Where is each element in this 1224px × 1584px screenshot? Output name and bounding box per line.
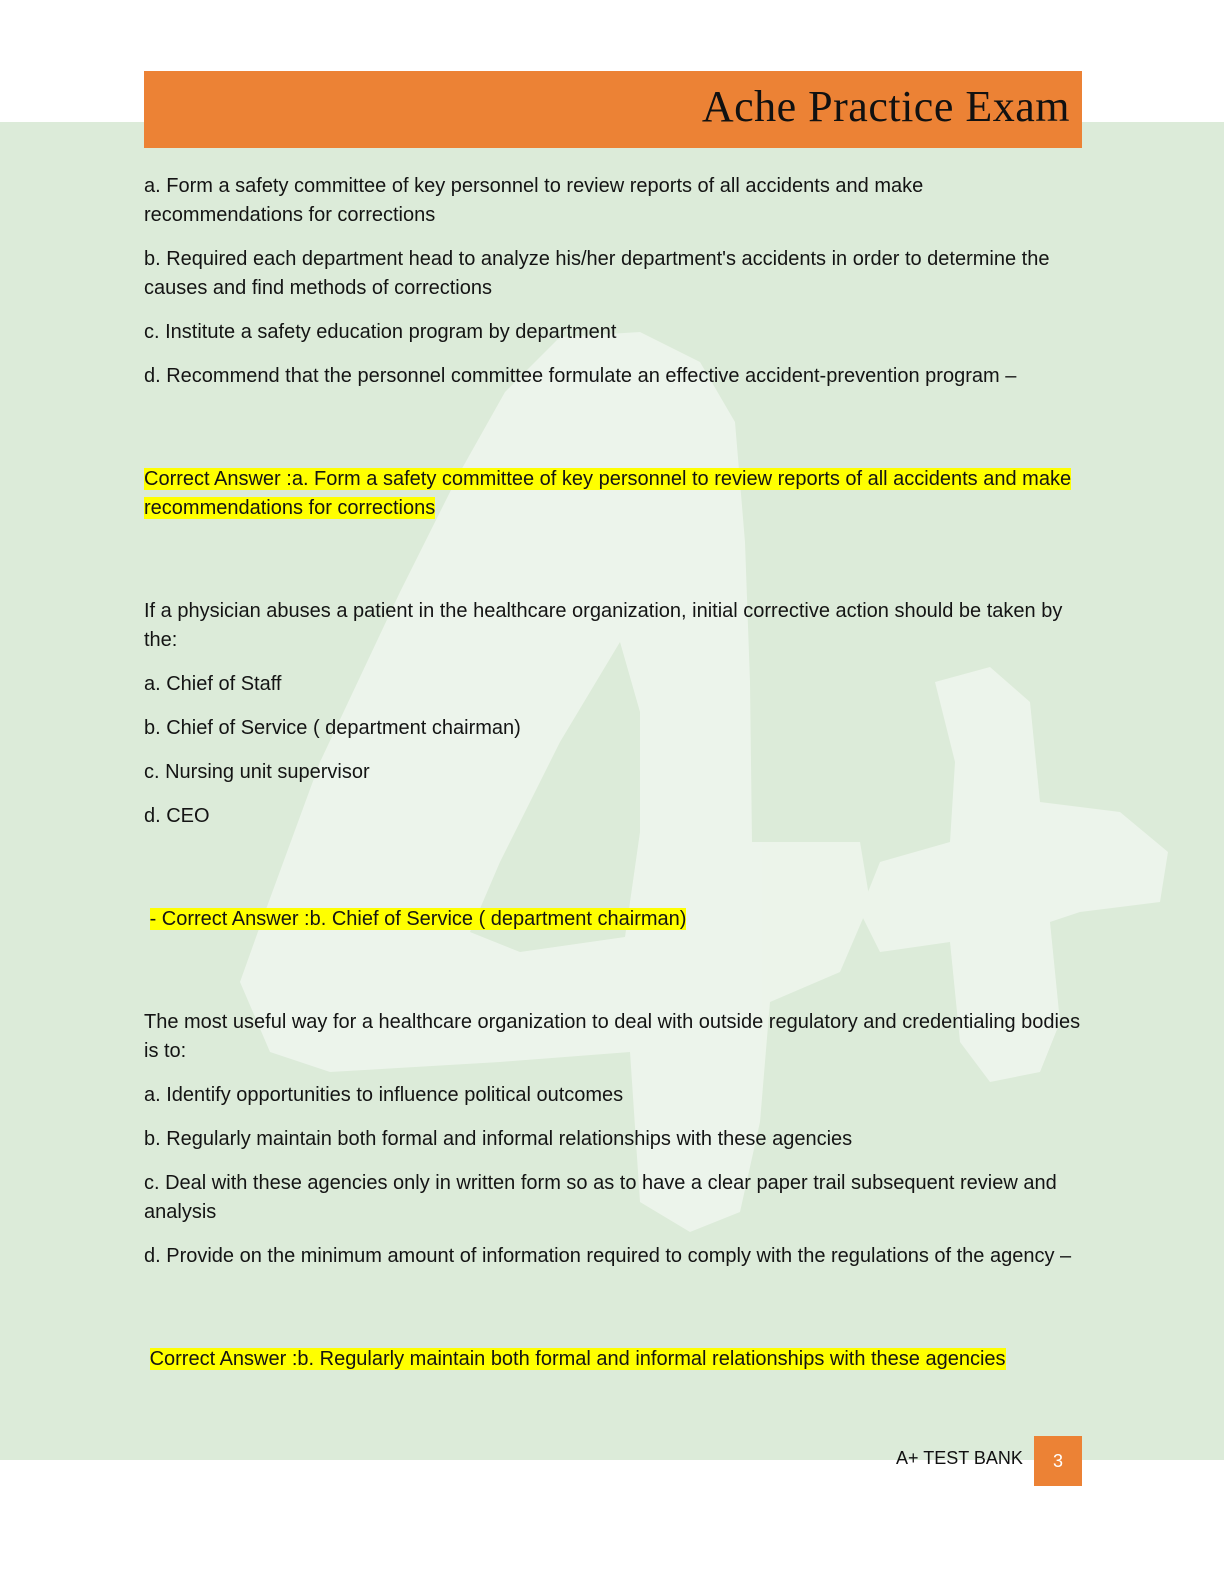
question-block-3 (144, 1008, 1084, 1374)
question-text: The most useful way for a healthcare organization to deal with outside regulatory and credentialing bodies is to: (144, 1011, 1081, 1062)
correct-answer-text: Correct Answer :a. Form a safety committee of key personnel to review reports of all accidents and make recommendations for corrections (144, 468, 1072, 519)
page-title: Ache Practice Exam (701, 82, 1070, 131)
option-a: a. Identify opportunities to influence political outcomes (144, 1084, 624, 1106)
footer-label: A+ TEST BANK (896, 1448, 1023, 1468)
correct-answer (144, 465, 1084, 523)
question-block-2 (144, 597, 1084, 934)
content-area (144, 172, 1084, 1389)
option-d: d. Recommend that the personnel committee formulate an effective accident-prevention program – (144, 365, 1017, 387)
option-c: c. Deal with these agencies only in written form so as to have a clear paper trail subsequent review and analysis (144, 1172, 1057, 1223)
option-c: c. Nursing unit supervisor (144, 761, 370, 783)
question-text: If a physician abuses a patient in the healthcare organization, initial corrective action should be taken by the: (144, 600, 1063, 651)
page-number-badge: 3 (1034, 1436, 1082, 1486)
correct-answer (144, 1345, 1084, 1374)
option-b: b. Chief of Service ( department chairman) (144, 717, 521, 739)
question-block-1 (144, 172, 1084, 523)
correct-answer (144, 905, 1084, 934)
option-b: b. Required each department head to analyze his/her department's accidents in order to determine the causes and find methods of corrections (144, 248, 1050, 299)
correct-answer-text: Correct Answer :b. Regularly maintain both formal and informal relationships with these agencies (149, 1348, 1006, 1370)
option-c: c. Institute a safety education program by department (144, 321, 617, 343)
correct-answer-text: - Correct Answer :b. Chief of Service ( department chairman) (149, 908, 687, 930)
option-d: d. CEO (144, 805, 210, 827)
option-b: b. Regularly maintain both formal and informal relationships with these agencies (144, 1128, 853, 1150)
option-a: a. Chief of Staff (144, 673, 282, 695)
header-bar (144, 71, 1082, 148)
option-d: d. Provide on the minimum amount of information required to comply with the regulations of the agency – (144, 1245, 1072, 1267)
option-a: a. Form a safety committee of key personnel to review reports of all accidents and make recommendations for corrections (144, 175, 924, 226)
